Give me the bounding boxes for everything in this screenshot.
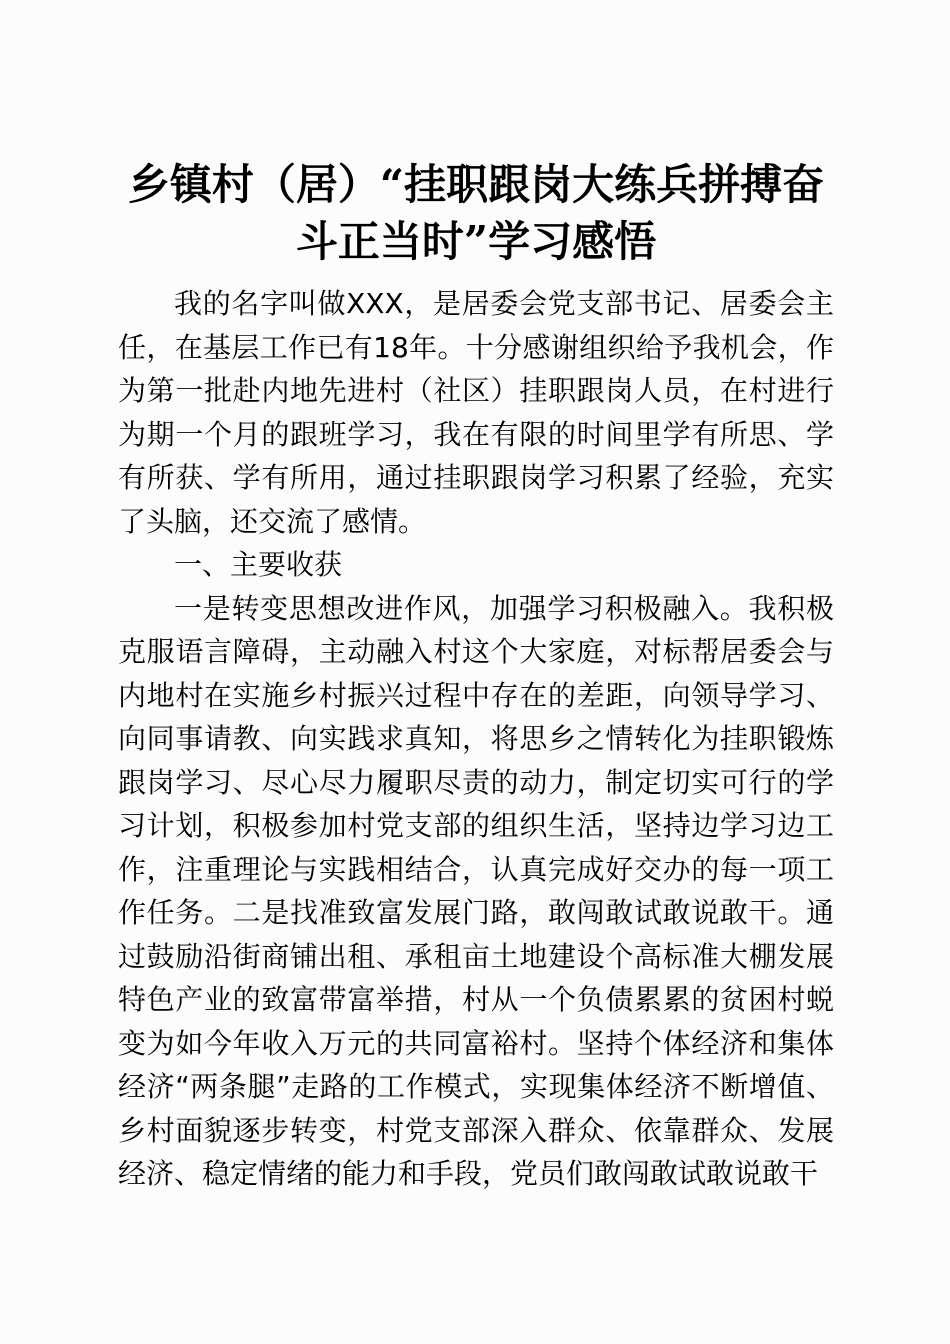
document-title: 乡镇村（居）“挂职跟岗大练兵拼搏奋斗正当时”学习感悟 xyxy=(127,160,825,266)
paragraph-intro: 我的名字叫做XXX，是居委会党支部书记、居委会主任，在基层工作已有18年。十分感谢组织给予我机会，作为第一批赴内地先进村（社区）挂职跟岗人员，在村进行为期一个月的跟班学习，我在有限的时间里学有所思、学有所获、学有所用，通过挂职跟岗学习积累了经验，充实了头脑，还交流了感情。 xyxy=(118,287,834,538)
section-heading-main-gains: 一、主要收获 xyxy=(174,548,343,581)
paragraph-main-gains: 一是转变思想改进作风，加强学习积极融入。我积极克服语言障碍，主动融入村这个大家庭，对标帮居委会与内地村在实施乡村振兴过程中存在的差距，向领导学习、向同事请教、向实践求真知，将思乡之情转化为挂职锻炼跟岗学习、尽心尽力履职尽责的动力，制定切实可行的学习计划，积极参加村党支部的组织生活，坚持边学习边工作，注重理论与实践相结合，认真完成好交办的每一项工作任务。二是找准致富发展门路，敢闯敢试敢说敢干。通过鼓励沿街商铺出租、承租亩土地建设个高标准大棚发展特色产业的致富带富举措，村从一个负债累累的贫困村蜕变为如今年收入万元的共同富裕村。坚持个体经济和集体经济“两条腿”走路的工作模式，实现集体经济不断增值、乡村面貌逐步转变，村党支部深入群众、依靠群众、发展经济、稳定情绪的能力和手段，党员们敢闯敢试敢说敢干 xyxy=(118,591,834,1190)
document-content xyxy=(118,0,834,1196)
